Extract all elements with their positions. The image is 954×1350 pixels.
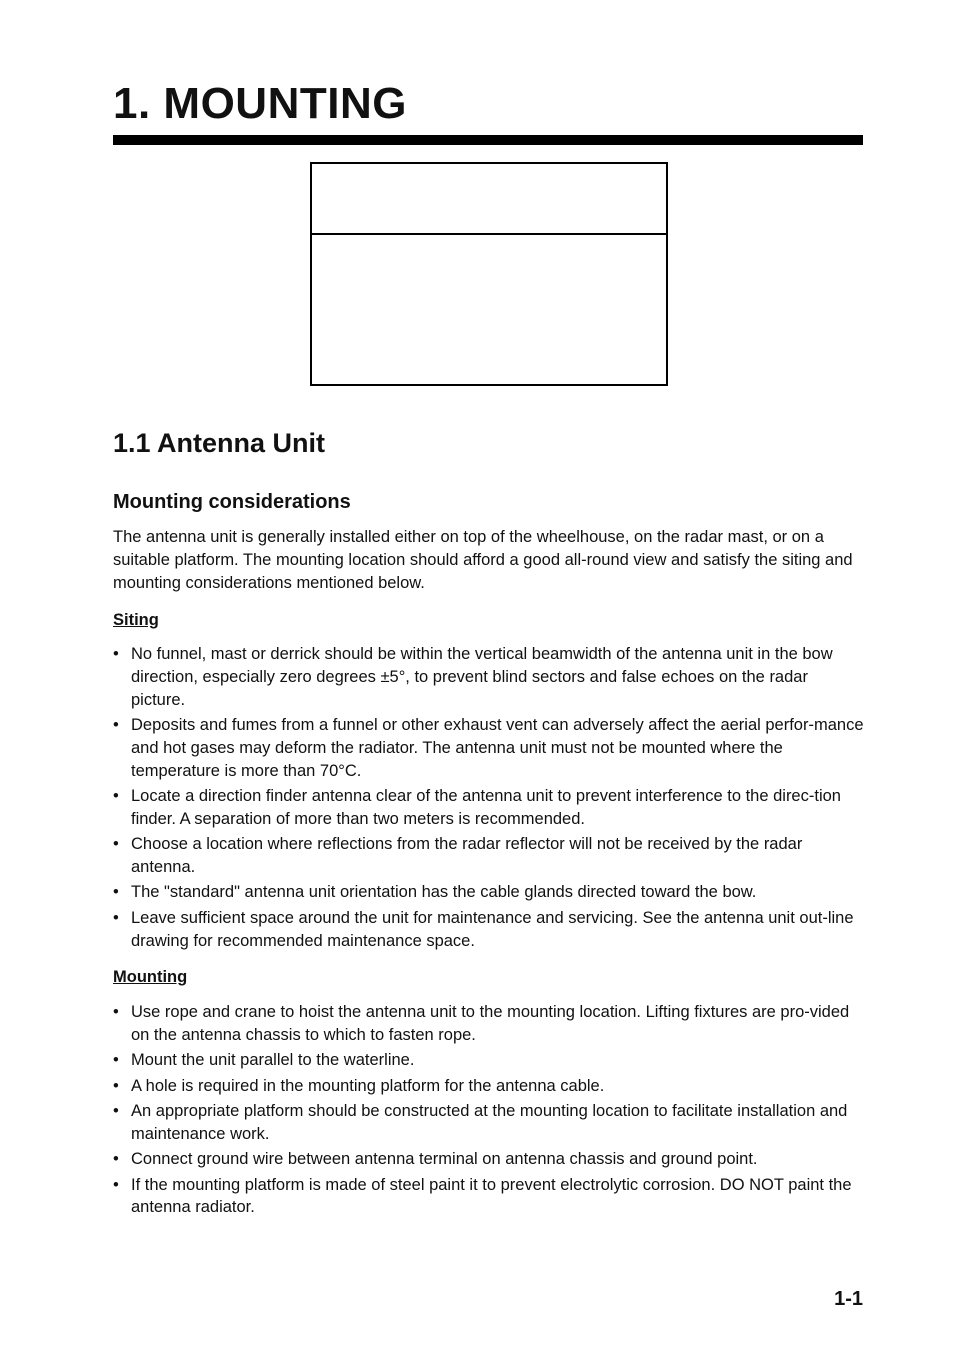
section-title: 1.1 Antenna Unit bbox=[113, 428, 326, 458]
list-item bbox=[113, 714, 865, 782]
list-item bbox=[113, 1075, 865, 1098]
list-item bbox=[113, 907, 865, 953]
bullet-icon: • bbox=[113, 1051, 119, 1070]
list-item bbox=[113, 1049, 865, 1072]
list-item bbox=[113, 833, 865, 879]
list-item bbox=[113, 1148, 865, 1171]
list-item-text: Leave sufficient space around the unit for maintenance and servicing. See the antenna unit out-line drawing for recommended maintenance space. bbox=[131, 908, 854, 950]
bullet-icon: • bbox=[113, 1076, 119, 1095]
subsection-title: Mounting considerations bbox=[113, 491, 351, 513]
list-item-text: No funnel, mast or derrick should be within the vertical beamwidth of the antenna unit in the bow direction, especially zero degrees ±5°, to prevent blind sectors and false echoes on the radar picture. bbox=[131, 645, 833, 709]
bullet-icon: • bbox=[113, 883, 119, 902]
bullet-icon: • bbox=[113, 645, 119, 663]
list-item bbox=[113, 643, 865, 711]
bullet-icon: • bbox=[113, 1150, 119, 1169]
page-number: 1-1 bbox=[834, 1288, 863, 1310]
warning-box-header bbox=[312, 164, 666, 235]
list-item-text: Mount the unit parallel to the waterline. bbox=[131, 1051, 415, 1070]
list-item-text: Connect ground wire between antenna terminal on antenna chassis and ground point. bbox=[131, 1150, 758, 1169]
list-item bbox=[113, 1001, 865, 1047]
warning-box bbox=[310, 162, 668, 386]
list-item-text: A hole is required in the mounting platform for the antenna cable. bbox=[131, 1076, 605, 1095]
siting-heading: Siting bbox=[113, 611, 159, 629]
mounting-heading: Mounting bbox=[113, 968, 188, 986]
list-item bbox=[113, 1100, 865, 1146]
list-item bbox=[113, 881, 865, 904]
bullet-icon: • bbox=[113, 835, 119, 854]
bullet-icon: • bbox=[113, 786, 119, 805]
chapter-rule bbox=[113, 135, 863, 145]
bullet-icon: • bbox=[113, 908, 119, 927]
list-item-text: Deposits and fumes from a funnel or other exhaust vent can adversely affect the aerial perfor-mance and hot gases may deform the radiator. The antenna unit must not be mounted where the temperature is more than 70°C. bbox=[131, 715, 864, 780]
list-item-text: Locate a direction finder antenna clear of the antenna unit to prevent interference to the direc-tion finder. A separation of more than two meters is recommended. bbox=[131, 786, 841, 828]
bullet-icon: • bbox=[113, 1003, 119, 1021]
list-item-text: Use rope and crane to hoist the antenna unit to the mounting location. Lifting fixtures are pro-vided on the antenna chassis to which to fasten rope. bbox=[131, 1003, 850, 1044]
mounting-list bbox=[113, 1001, 865, 1222]
list-item-text: The "standard" antenna unit orientation has the cable glands directed toward the bow. bbox=[131, 883, 757, 902]
bullet-icon: • bbox=[113, 1101, 119, 1120]
list-item-text: An appropriate platform should be constructed at the mounting location to facilitate installation and maintenance work. bbox=[131, 1101, 848, 1143]
intro-paragraph: The antenna unit is generally installed either on top of the wheelhouse, on the radar mast, or on a suitable platform. The mounting location should afford a good all-round view and satisfy the siting and mounting considerations mentioned below. bbox=[113, 528, 853, 592]
bullet-icon: • bbox=[113, 1175, 119, 1194]
list-item-text: If the mounting platform is made of steel paint it to prevent electrolytic corrosion. DO NOT paint the antenna radiator. bbox=[131, 1175, 852, 1217]
list-item bbox=[113, 785, 865, 831]
siting-list bbox=[113, 643, 865, 955]
chapter-title: 1. MOUNTING bbox=[113, 79, 407, 128]
bullet-icon: • bbox=[113, 715, 119, 734]
list-item bbox=[113, 1174, 865, 1220]
list-item-text: Choose a location where reflections from the radar reflector will not be received by the radar antenna. bbox=[131, 835, 803, 876]
